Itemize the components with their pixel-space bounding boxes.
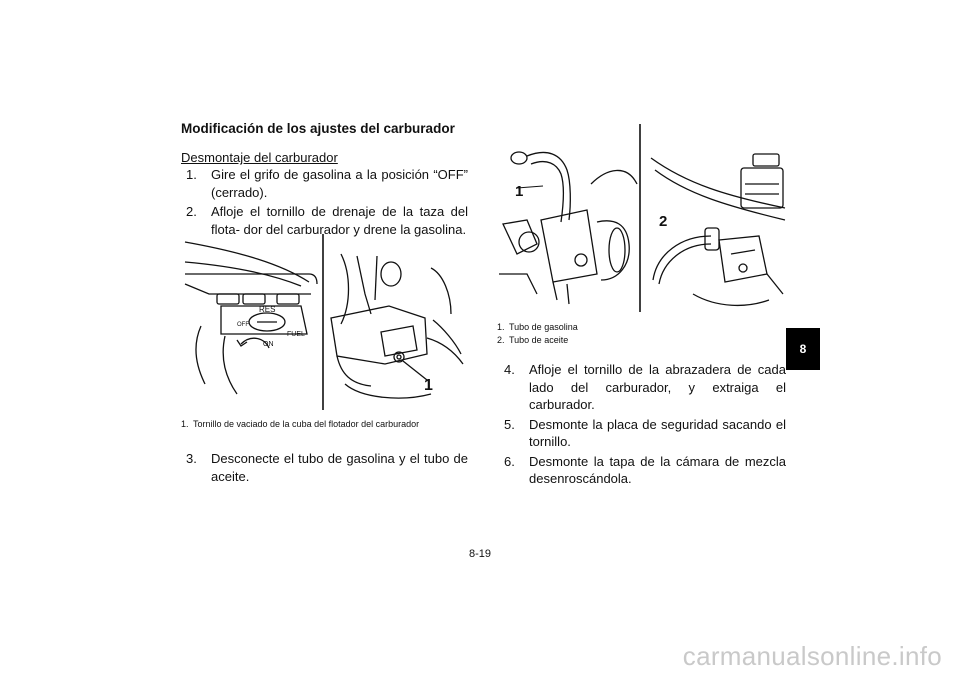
step-item — [504, 361, 786, 414]
step-number: 3. — [186, 451, 197, 466]
caption-text: Tubo de aceite — [509, 335, 569, 345]
caption-text: Tornillo de vaciado de la cuba del flotador del carburador — [193, 419, 420, 429]
caption-item — [181, 418, 481, 431]
step-text: Desmonte la tapa de la cámara de mezcla desenroscándola. — [529, 453, 786, 486]
figure-a-callout: 1 — [424, 377, 433, 394]
step-number: 5. — [504, 416, 515, 432]
section-subheading: Desmontaje del carburador — [181, 150, 338, 165]
page-number: 8-19 — [468, 548, 492, 560]
steps-list-third — [504, 361, 786, 490]
hoses-illustration — [497, 124, 787, 312]
caption-number: 2. — [497, 335, 505, 345]
step-text: Desmonte la placa de seguridad sacando el tornillo. — [529, 416, 786, 449]
steps-list-second — [186, 450, 468, 487]
step-item — [504, 416, 786, 451]
step-item — [186, 203, 468, 238]
chapter-tab: 8 — [786, 328, 820, 370]
figure-b-captions — [497, 321, 697, 347]
step-text: Afloje el tornillo de drenaje de la taza del flota- dor del carburador y drene la gasolina. — [211, 204, 468, 237]
step-item — [186, 166, 468, 201]
caption-item — [497, 334, 697, 347]
caption-number: 1. — [497, 322, 505, 332]
fuel-cock-label-on: ON — [263, 341, 274, 348]
step-number: 2. — [186, 204, 197, 219]
caption-text: Tubo de gasolina — [509, 322, 578, 332]
step-number: 4. — [504, 362, 515, 377]
fuel-cock-label-off: OFF — [237, 322, 249, 328]
section-heading: Modificación de los ajustes del carburador — [181, 121, 455, 136]
fuel-cock-illustration — [181, 234, 465, 410]
fuel-cock-label-res: RES — [259, 305, 276, 314]
step-text: Gire el grifo de gasolina a la posición “OFF” (cerrado). — [211, 167, 468, 200]
caption-item — [497, 321, 697, 334]
step-text: Desconecte el tubo de gasolina y el tubo de aceite. — [211, 451, 468, 484]
caption-number: 1. — [181, 419, 189, 429]
figure-a-captions — [181, 418, 481, 431]
figure-b-callout-2: 2 — [659, 213, 668, 230]
step-item — [504, 453, 786, 488]
step-number: 6. — [504, 453, 515, 469]
figure-b-callout-1: 1 — [515, 183, 524, 200]
step-text: Afloje el tornillo de la abrazadera de cada lado del carburador, y extraiga el carburador. — [529, 362, 786, 412]
steps-list-first — [186, 166, 468, 240]
fuel-cock-label-fuel: FUEL — [287, 331, 305, 338]
step-item — [186, 450, 468, 485]
step-number: 1. — [186, 167, 197, 182]
watermark: carmanualsonline.info — [682, 641, 942, 671]
